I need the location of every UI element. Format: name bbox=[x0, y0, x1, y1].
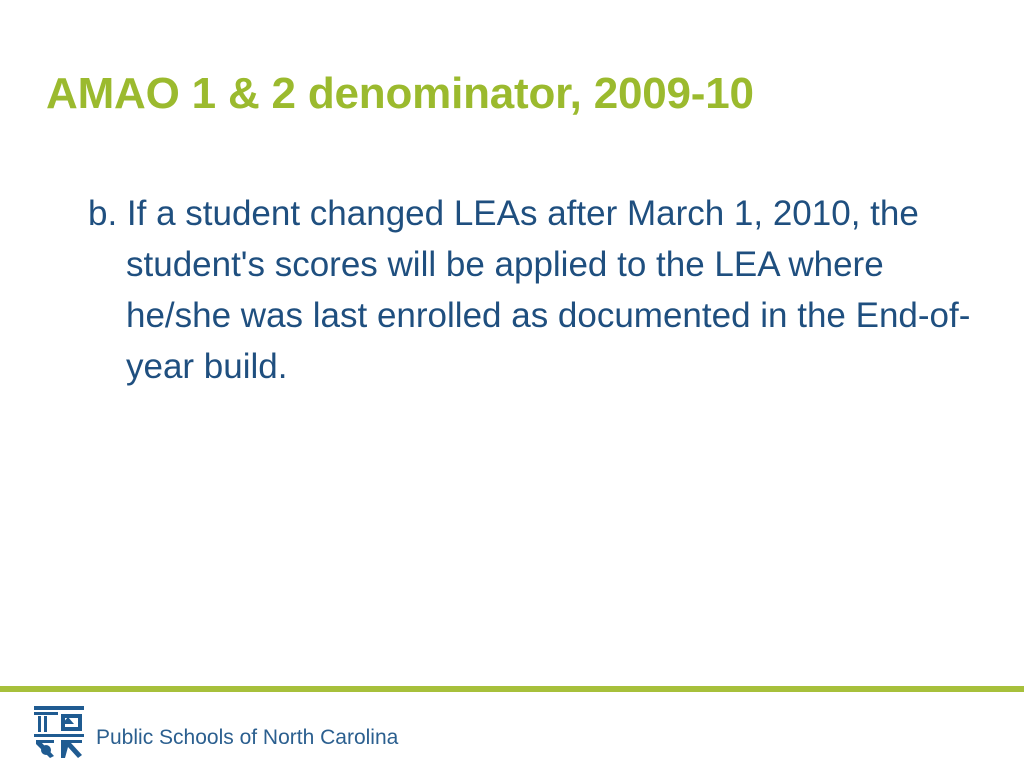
ncdpi-logo-icon bbox=[32, 704, 86, 760]
footer bbox=[32, 702, 398, 762]
slide-body-text: b. If a student changed LEAs after March 1, 2010, the student's scores will be applied to the LEA where he/she was last enrolled as documented in the End-of-year build. bbox=[88, 194, 971, 386]
footer-divider bbox=[0, 686, 1024, 692]
slide-title: AMAO 1 & 2 denominator, 2009-10 bbox=[46, 69, 754, 118]
organization-name: Public Schools of North Carolina bbox=[96, 726, 399, 749]
